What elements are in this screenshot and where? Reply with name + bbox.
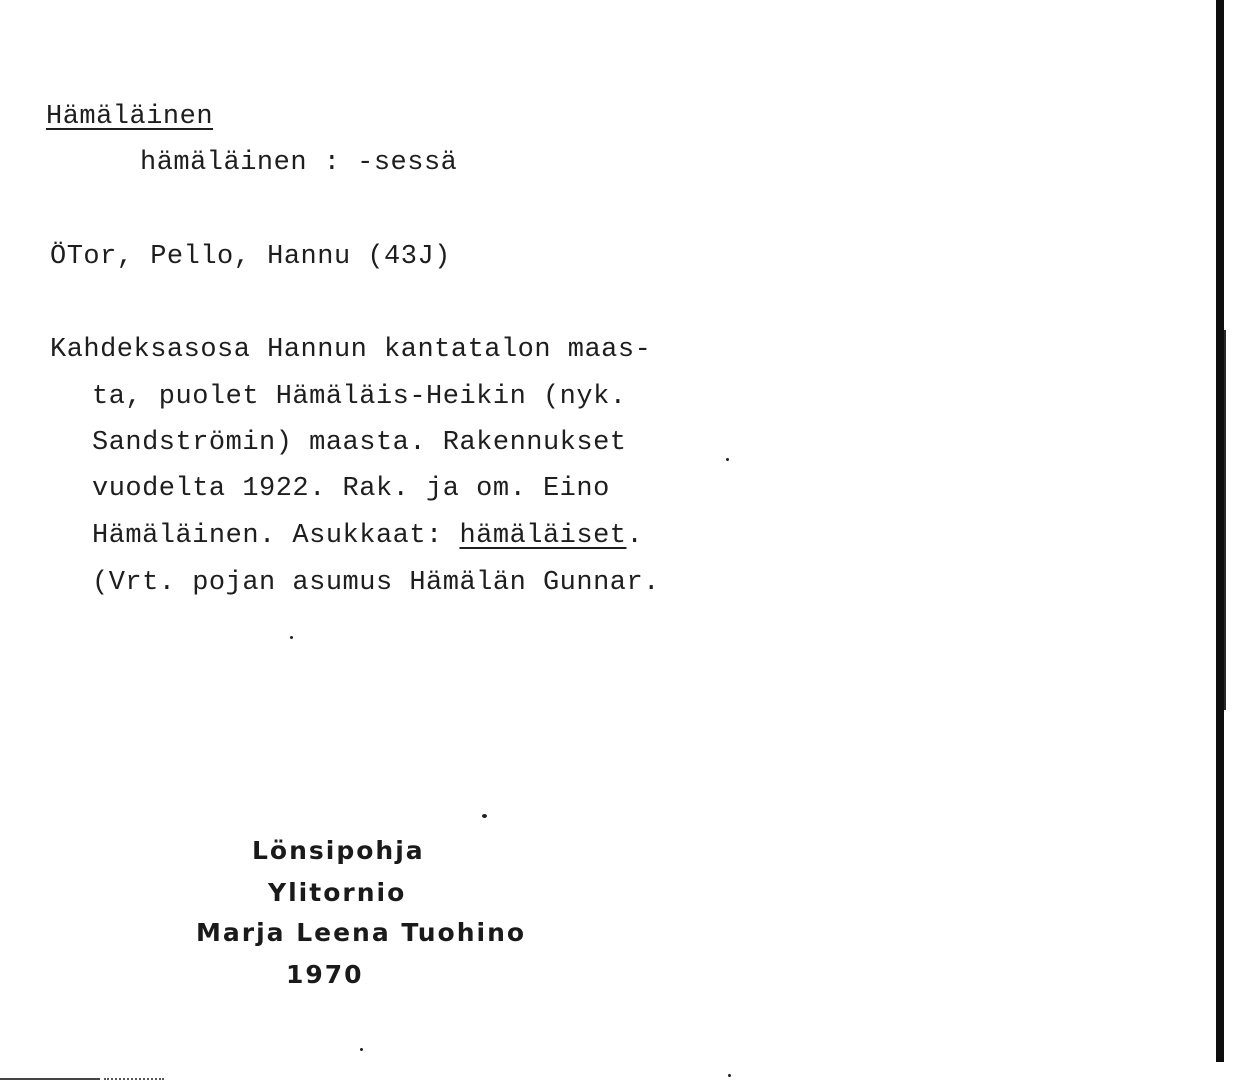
inhabitants-term: hämäläiset — [459, 521, 627, 551]
speck — [728, 1074, 731, 1077]
description-line-6: (Vrt. pojan asumus Hämälän Gunnar. — [92, 568, 660, 598]
line5-suffix: . — [626, 521, 644, 551]
description-line-2: ta, puolet Hämäläis-Heikin (nyk. — [92, 382, 627, 412]
description-line-3: Sandströmin) maasta. Rakennukset — [92, 428, 627, 458]
card-edge-shadow — [1216, 0, 1224, 1062]
stamp-collector: Marja Leena Tuohino — [196, 918, 527, 947]
card-edge-line — [1224, 330, 1226, 710]
stamp-year: 1970 — [286, 960, 364, 989]
description-line-4: vuodelta 1922. Rak. ja om. Eino — [92, 474, 610, 504]
speck — [360, 1048, 363, 1051]
speck — [290, 636, 293, 639]
speck — [726, 458, 729, 461]
stamp-region: Lönsipohja — [252, 836, 425, 865]
bottom-rule — [0, 1078, 100, 1080]
description-line-1: Kahdeksasosa Hannun kantatalon maas- — [50, 335, 652, 365]
location: ÖTor, Pello, Hannu (43J) — [50, 242, 451, 272]
bottom-dots — [104, 1078, 164, 1082]
line5-prefix: Hämäläinen. Asukkaat: — [92, 521, 460, 551]
inflection: hämäläinen : -sessä — [140, 148, 458, 178]
speck — [482, 814, 487, 818]
stamp-parish: Ylitornio — [268, 878, 407, 907]
headword: Hämäläinen — [46, 102, 214, 132]
description-line-5 — [92, 523, 643, 550]
